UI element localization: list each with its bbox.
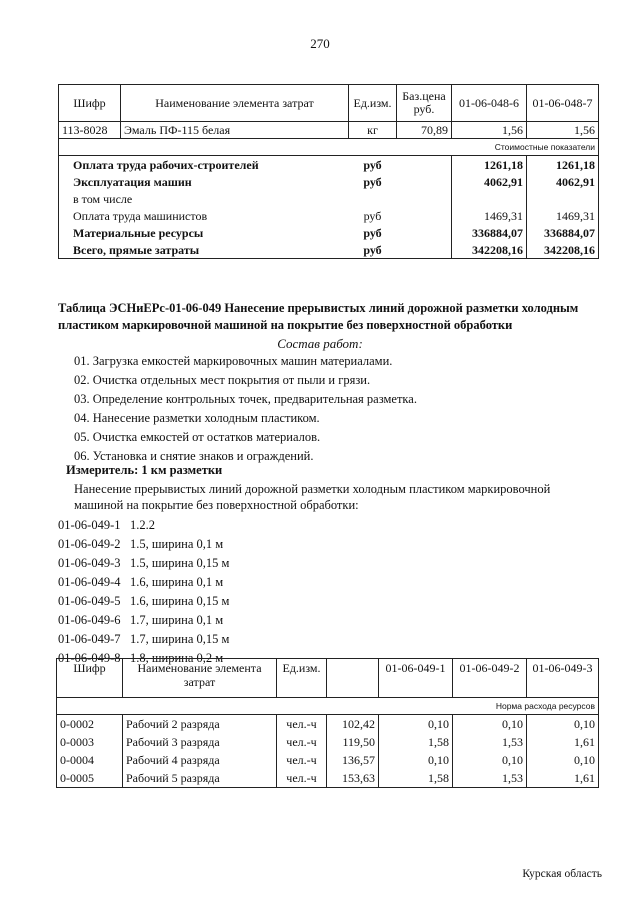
summary-v1: 1469,31 xyxy=(452,207,527,224)
code-item xyxy=(58,611,229,630)
code-item xyxy=(58,554,229,573)
summary-v2: 1261,18 xyxy=(527,156,599,174)
cell-v2: 1,53 xyxy=(453,769,527,788)
code-desc: 1.6, ширина 0,1 м xyxy=(130,575,224,589)
summary-v2: 336884,07 xyxy=(527,224,599,241)
cell-v3: 0,10 xyxy=(527,751,599,769)
cell-name: Рабочий 5 разряда xyxy=(123,769,277,788)
header-col2: 01-06-048-7 xyxy=(527,85,599,122)
code-item xyxy=(58,516,229,535)
cost-note: Стоимостные показатели xyxy=(59,139,599,156)
code-id: 01-06-049-1 xyxy=(58,518,121,532)
code-desc: 1.5, ширина 0,1 м xyxy=(130,537,224,551)
code-id: 01-06-049-8 xyxy=(58,651,121,665)
resource-table-049 xyxy=(56,658,599,788)
code-list xyxy=(58,516,229,668)
region-footer: Курская область xyxy=(522,868,602,880)
table-row xyxy=(57,751,599,769)
cell-code: 0-0004 xyxy=(57,751,123,769)
header-unit: Ед.изм. xyxy=(277,659,327,698)
norm-note-row xyxy=(57,698,599,715)
work-item: 04. Нанесение разметки холодным пластиком. xyxy=(74,411,320,425)
code-id: 01-06-049-5 xyxy=(58,594,121,608)
code-id: 01-06-049-6 xyxy=(58,613,121,627)
cell-code: 0-0005 xyxy=(57,769,123,788)
table-row xyxy=(57,715,599,734)
summary-unit: руб xyxy=(363,174,382,189)
header-name: Наименование элемента затрат xyxy=(123,659,277,698)
cell-name: Рабочий 3 разряда xyxy=(123,733,277,751)
summary-v1: 4062,91 xyxy=(452,173,527,190)
cell-name: Эмаль ПФ-115 белая xyxy=(121,122,349,139)
page-number: 270 xyxy=(310,36,330,51)
cell-v2: 1,56 xyxy=(527,122,599,139)
cell-v1: 1,56 xyxy=(452,122,527,139)
summary-name: Всего, прямые затраты xyxy=(59,241,349,259)
cell-price: 102,42 xyxy=(327,715,379,734)
summary-v1: 336884,07 xyxy=(452,224,527,241)
composition-title: Состав работ: xyxy=(277,336,363,351)
work-list xyxy=(74,352,417,466)
cell-price: 119,50 xyxy=(327,733,379,751)
header-col3: 01-06-049-3 xyxy=(527,659,599,698)
work-item: 02. Очистка отдельных мест покрытия от пыли и грязи. xyxy=(74,373,371,387)
cell-v2: 0,10 xyxy=(453,751,527,769)
summary-name: Материальные ресурсы xyxy=(59,224,349,241)
cell-v2: 1,53 xyxy=(453,733,527,751)
code-item xyxy=(58,573,229,592)
header-blank xyxy=(327,659,379,698)
header-col2: 01-06-049-2 xyxy=(453,659,527,698)
table-header-row xyxy=(59,85,599,122)
work-item: 03. Определение контрольных точек, предварительная разметка. xyxy=(74,392,417,406)
header-code: Шифр xyxy=(59,85,121,122)
cell-price: 136,57 xyxy=(327,751,379,769)
code-desc: 1.7, ширина 0,1 м xyxy=(130,613,224,627)
code-desc: 1.7, ширина 0,15 м xyxy=(130,632,230,646)
code-item xyxy=(58,535,229,554)
cell-unit: чел.-ч xyxy=(277,733,327,751)
table-title: Таблица ЭСНиЕРс-01-06-049 Нанесение прерывистых линий дорожной разметки холодным пластиком маркировочной машиной на покрытие без поверхностной обработки xyxy=(58,301,579,332)
summary-row xyxy=(59,241,599,259)
header-code: Шифр xyxy=(57,659,123,698)
cell-v1: 0,10 xyxy=(379,715,453,734)
code-id: 01-06-049-3 xyxy=(58,556,121,570)
code-item xyxy=(58,630,229,649)
code-desc: 1.5, ширина 0,15 м xyxy=(130,556,230,570)
cost-note-row xyxy=(59,139,599,156)
summary-unit: руб xyxy=(363,157,382,172)
cell-v1: 1,58 xyxy=(379,769,453,788)
code-id: 01-06-049-2 xyxy=(58,537,121,551)
cell-price: 153,63 xyxy=(327,769,379,788)
norm-note: Норма расхода ресурсов xyxy=(57,698,599,715)
code-id: 01-06-049-4 xyxy=(58,575,121,589)
table-row xyxy=(57,733,599,751)
table-row xyxy=(57,769,599,788)
cell-v3: 1,61 xyxy=(527,733,599,751)
cell-name: Рабочий 4 разряда xyxy=(123,751,277,769)
meter-label: Измеритель: 1 км разметки xyxy=(66,463,223,477)
code-desc: 1.8, ширина 0,2 м xyxy=(130,651,224,665)
cell-unit: чел.-ч xyxy=(277,751,327,769)
work-item: 05. Очистка емкостей от остатков материалов. xyxy=(74,430,321,444)
cell-code: 0-0002 xyxy=(57,715,123,734)
summary-v2: 4062,91 xyxy=(527,173,599,190)
summary-row xyxy=(59,156,599,174)
summary-row xyxy=(59,190,599,207)
cell-unit: кг xyxy=(349,122,397,139)
summary-v1: 1261,18 xyxy=(452,156,527,174)
header-col1: 01-06-049-1 xyxy=(379,659,453,698)
cell-v3: 1,61 xyxy=(527,769,599,788)
cell-unit: чел.-ч xyxy=(277,769,327,788)
code-id: 01-06-049-7 xyxy=(58,632,121,646)
work-item: 01. Загрузка емкостей маркировочных машин материалами. xyxy=(74,354,393,368)
summary-row xyxy=(59,207,599,224)
summary-name: в том числе xyxy=(59,190,349,207)
cell-name: Рабочий 2 разряда xyxy=(123,715,277,734)
header-base-price: Баз.цена руб. xyxy=(397,85,452,122)
summary-v1: 342208,16 xyxy=(452,241,527,259)
cell-v1: 1,58 xyxy=(379,733,453,751)
cell-v3: 0,10 xyxy=(527,715,599,734)
cell-unit: чел.-ч xyxy=(277,715,327,734)
summary-name: Эксплуатация машин xyxy=(59,173,349,190)
summary-unit: руб xyxy=(363,208,382,223)
summary-name: Оплата труда машинистов xyxy=(59,207,349,224)
scope-text: Нанесение прерывистых линий дорожной разметки холодным пластиком маркировочной машиной на покрытие без поверхностной обработки: xyxy=(74,482,551,512)
cell-v1: 0,10 xyxy=(379,751,453,769)
summary-unit: руб xyxy=(363,225,382,240)
code-item xyxy=(58,592,229,611)
work-item: 06. Установка и снятие знаков и ограждений. xyxy=(74,449,314,463)
summary-v2: 1469,31 xyxy=(527,207,599,224)
header-col1: 01-06-048-6 xyxy=(452,85,527,122)
table-row xyxy=(59,122,599,139)
cell-code: 113-8028 xyxy=(59,122,121,139)
cost-table-048 xyxy=(58,84,599,259)
summary-v2: 342208,16 xyxy=(527,241,599,259)
cell-price: 70,89 xyxy=(397,122,452,139)
summary-row xyxy=(59,173,599,190)
cell-code: 0-0003 xyxy=(57,733,123,751)
code-desc: 1.2.2 xyxy=(130,518,155,532)
table-header-row xyxy=(57,659,599,698)
summary-row xyxy=(59,224,599,241)
header-unit: Ед.изм. xyxy=(349,85,397,122)
header-name: Наименование элемента затрат xyxy=(121,85,349,122)
cell-v2: 0,10 xyxy=(453,715,527,734)
summary-unit: руб xyxy=(349,241,397,259)
code-desc: 1.6, ширина 0,15 м xyxy=(130,594,230,608)
summary-name: Оплата труда рабочих-строителей xyxy=(59,156,349,174)
